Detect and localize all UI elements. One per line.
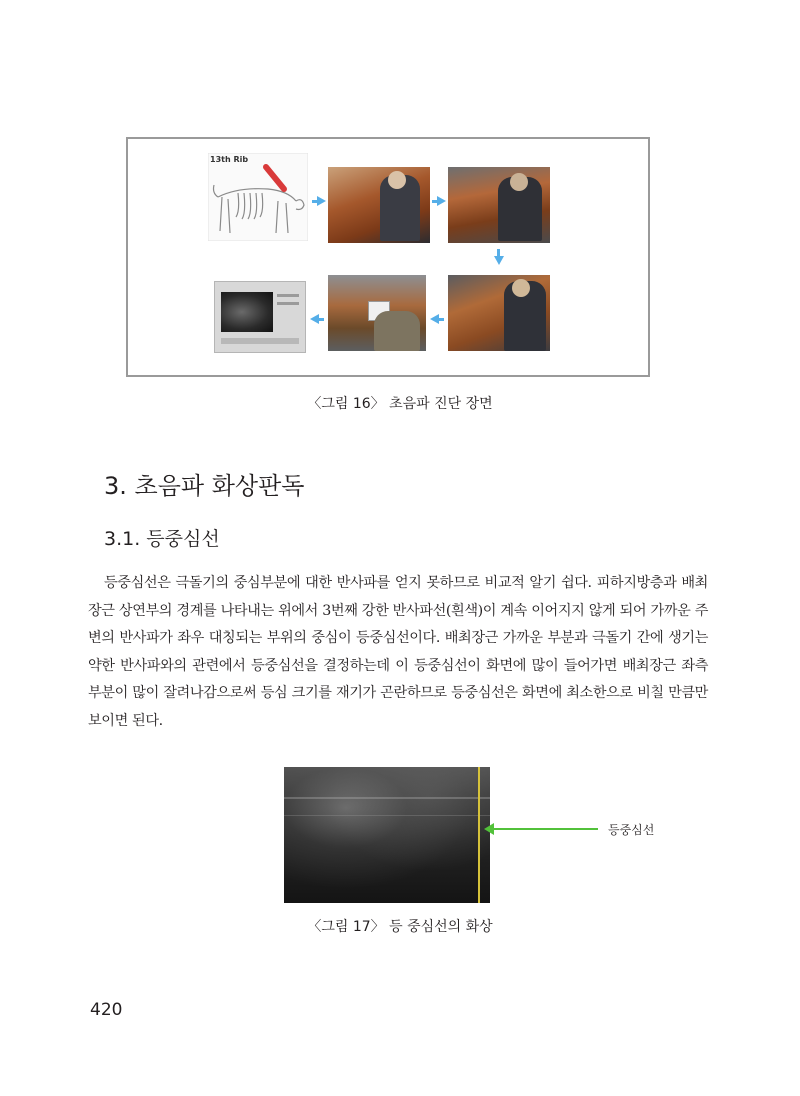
flow-arrow-stem <box>318 318 324 321</box>
midline-marker <box>478 767 480 903</box>
skeleton-illustration <box>208 153 308 241</box>
figure-16-frame <box>126 137 650 377</box>
skeleton-diagram <box>208 153 308 241</box>
ultrasound-monitor-screenshot <box>214 281 306 353</box>
photo-scan-step-4 <box>328 275 426 351</box>
photo-scan-step-1 <box>328 167 430 243</box>
midline-label: 등중심선 <box>608 823 655 837</box>
ultrasound-image <box>284 767 490 903</box>
figure-17-caption: 〈그림 17〉 등 중심선의 화상 <box>307 919 493 935</box>
flow-arrow-right-icon <box>317 196 326 206</box>
subsection-heading: 3.1. 등중심선 <box>104 528 220 550</box>
photo-scan-step-2 <box>448 167 550 243</box>
flow-arrow-stem <box>438 318 444 321</box>
flow-arrow-right-icon <box>437 196 446 206</box>
midline-pointer-arrow-icon <box>484 823 494 835</box>
flow-arrow-down-icon <box>494 256 504 265</box>
midline-pointer-line <box>490 828 598 830</box>
rib-label: 13th Rib <box>210 155 249 164</box>
figure-16-caption: 〈그림 16〉 초음파 진단 장면 <box>307 396 493 412</box>
page-number: 420 <box>90 1000 123 1020</box>
photo-scan-step-3 <box>448 275 550 351</box>
section-heading: 3. 초음파 화상판독 <box>104 472 305 500</box>
body-paragraph: 등중심선은 극돌기의 중심부분에 대한 반사파를 얻지 못하므로 비교적 알기 쉽다. 피하지방층과 배최장근 상연부의 경계를 나타내는 위에서 3번째 강한 반사파선(흰색)이 계속 이어지지 않게 되어 가까운 주변의 반사파가 좌우 대칭되는 부위의 중심이 등중심선이다. 배최장근 가까운 부분과 극돌기 간에 생기는 약한 반사파와의 관련에서 등중심선을 결정하는데 이 등중심선이 화면에 많이 들어가면 배최장근 좌측 부분이 많이 잘려나감으로써 등심 크기를 재기가 곤란하므로 등중심선은 화면에 최소한으로 비칠 만큼만 보이면 된다. <box>88 575 708 729</box>
